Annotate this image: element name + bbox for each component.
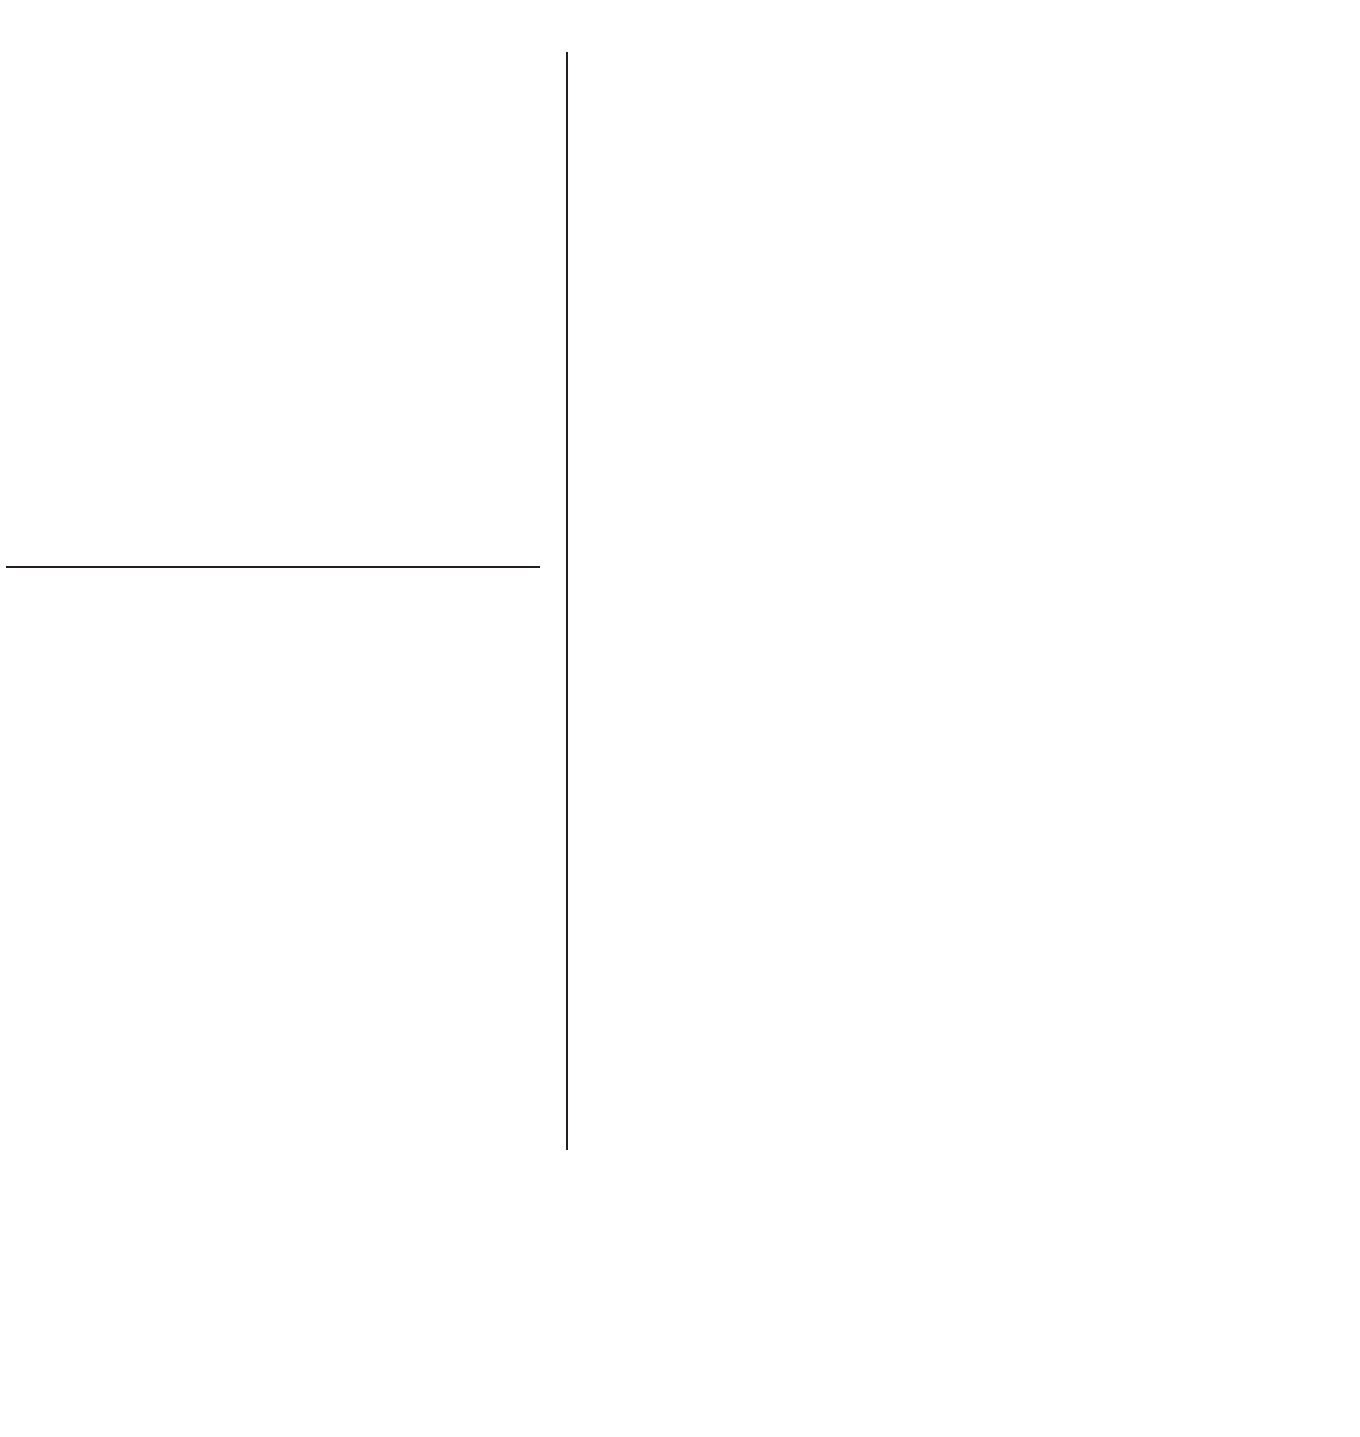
column-divider — [566, 52, 568, 1150]
section-divider — [6, 566, 540, 568]
amino-col-unit — [396, 621, 520, 651]
rdi-col-pct — [1228, 93, 1328, 123]
